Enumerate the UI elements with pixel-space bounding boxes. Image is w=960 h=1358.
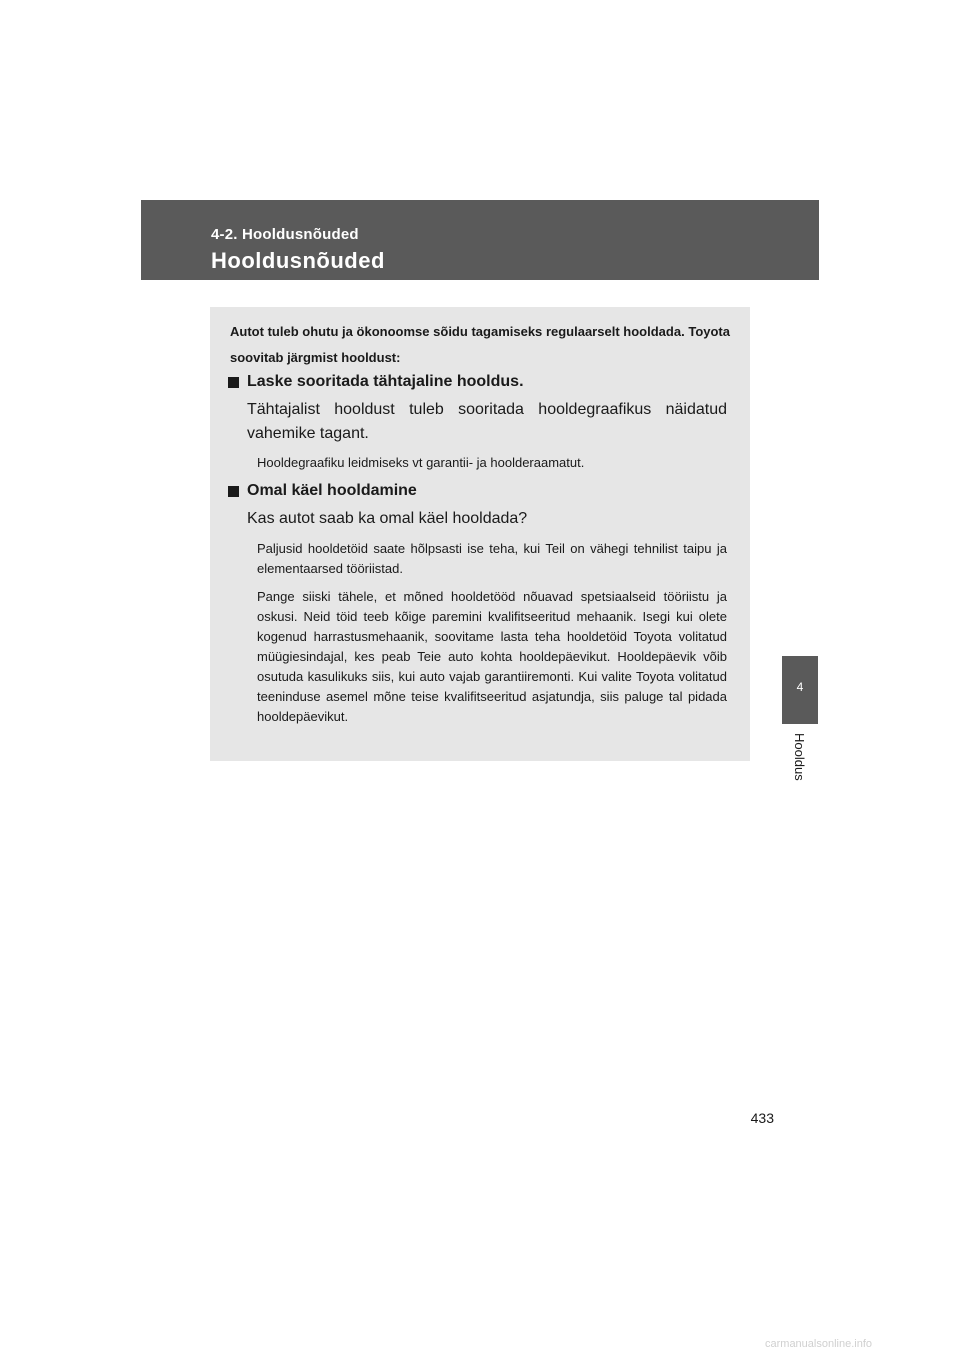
page-title: Hooldusnõuded [211, 248, 385, 273]
section-label: 4-2. Hooldusnõuded [211, 226, 359, 243]
chapter-tab-number: 4 [796, 680, 804, 694]
section-body-diy: Kas autot saab ka omal käel hooldada? [247, 510, 528, 527]
section-heading-text: Omal käel hooldamine [247, 482, 417, 499]
section-note: Paljusid hooldetöid saate hõlpsasti ise teha, kui Teil on vähegi tehnilist taipu ja elementaarsed tööriistad. [257, 541, 727, 576]
chapter-header [141, 200, 819, 280]
watermark: carmanualsonline.info [765, 1338, 873, 1350]
section-heading-text: Laske sooritada tähtajaline hooldus. [247, 373, 524, 390]
section-body-scheduled: Tähtajalist hooldust tuleb sooritada hooldegraafikus näidatud vahemike tagant. [247, 401, 727, 442]
chapter-tab-label: Hooldus [792, 733, 807, 781]
section-heading-scheduled [228, 373, 524, 391]
chapter-tab [782, 656, 818, 724]
section-heading-diy [228, 482, 417, 500]
bullet-square-icon [228, 377, 239, 388]
section-note: Hooldegraafiku leidmiseks vt garantii- ja hoolderaamatut. [257, 455, 585, 470]
section-note: Pange siiski tähele, et mõned hooldetööd nõuavad spetsiaalseid tööriistu ja oskusi. Neid töid teeb kõige paremini kvalifitseeritud mehaanik. Isegi kui olete kogenud harrastusmehaanik, soovitame lasta teha hooldetöid Toyota volitatud müügiesindajal, kes peab Teie auto kohta hooldepäevikut. Hooldepäevik võib osutuda kasulikuks siis, kui auto vajab garantiiremonti. Kui valite Toyota volitatud teeninduse asemel mõne teise kvalifitseeritud asjatundja, siis paluge tal pidada hooldepäevikut. [257, 589, 727, 724]
content-box [210, 307, 750, 761]
page-number: 433 [750, 1110, 774, 1126]
bullet-square-icon [228, 486, 239, 497]
intro-text: Autot tuleb ohutu ja ökonoomse sõidu tagamiseks regulaarselt hooldada. Toyota soovitab järgmist hooldust: [230, 324, 730, 365]
